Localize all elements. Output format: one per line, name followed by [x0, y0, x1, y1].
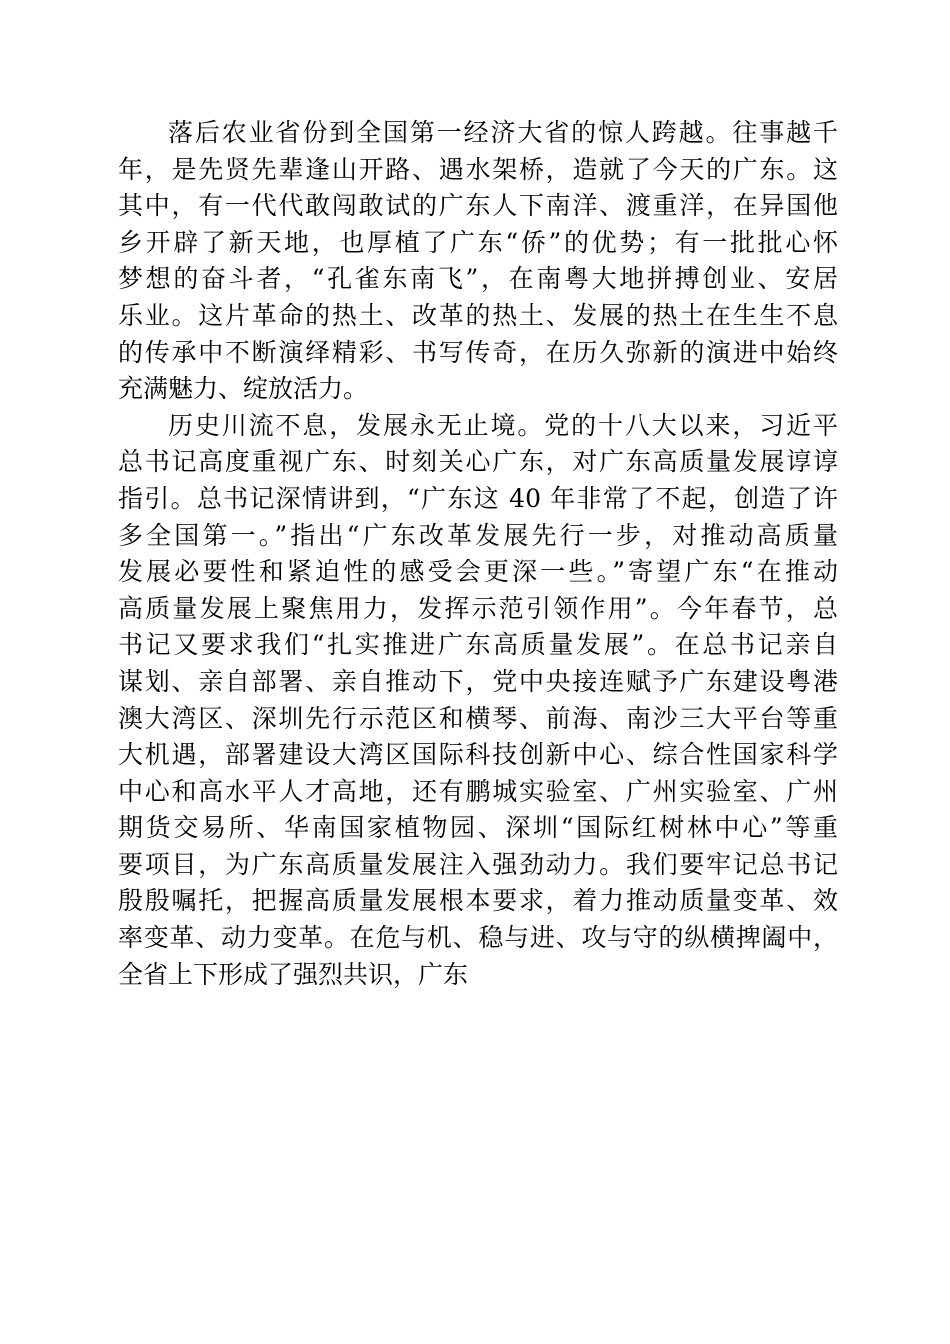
text-line: 澳大湾区、深圳先行示范区和横琴、前海、南沙三大平台等重 [118, 703, 838, 733]
text-line: 谋划、亲自部署、亲自推动下，党中央接连赋予广东建设粤港 [118, 666, 838, 696]
text-line: 的传承中不断演绎精彩、书写传奇，在历久弥新的演进中始终 [118, 337, 838, 367]
text-line: 中心和高水平人才高地，还有鹏城实验室、广州实验室、广州 [118, 776, 838, 806]
text-line: 多全国第一。”指出“广东改革发展先行一步，对推动高质量 [118, 520, 838, 550]
text-line: 乐业。这片革命的热土、改革的热土、发展的热土在生生不息 [118, 300, 838, 330]
text-line: 总书记高度重视广东、时刻关心广东，对广东高质量发展谆谆 [118, 447, 838, 477]
paragraph-1 [118, 115, 838, 408]
text-line: 充满魅力、绽放活力。 [118, 374, 369, 404]
text-line: 高质量发展上聚焦用力，发挥示范引领作用”。今年春节，总 [118, 593, 838, 623]
text-line: 历史川流不息，发展永无止境。党的十八大以来，习近平 [168, 410, 838, 440]
text-line: 发展必要性和紧迫性的感受会更深一些。”寄望广东“在推动 [118, 557, 838, 587]
text-line: 殷殷嘱托，把握高质量发展根本要求，着力推动质量变革、效 [118, 886, 838, 916]
text-line: 年，是先贤先辈逢山开路、遇水架桥，造就了今天的广东。这 [118, 154, 838, 184]
text-line: 落后农业省份到全国第一经济大省的惊人跨越。往事越千 [168, 118, 838, 147]
text-line: 梦想的奋斗者，“孔雀东南飞”，在南粤大地拼搏创业、安居 [118, 264, 838, 294]
text-line: 乡开辟了新天地，也厚植了广东“侨”的优势；有一批批心怀 [118, 227, 838, 257]
text-line: 书记又要求我们“扎实推进广东高质量发展”。在总书记亲自 [118, 630, 838, 660]
text-line: 期货交易所、华南国家植物园、深圳“国际红树林中心”等重 [118, 813, 838, 843]
text-line: 率变革、动力变革。在危与机、稳与进、攻与守的纵横捭阖中， [118, 923, 838, 953]
paragraph-2 [118, 408, 838, 994]
text-line: 其中，有一代代敢闯敢试的广东人下南洋、渡重洋，在异国他 [118, 191, 838, 221]
text-line: 指引。总书记深情讲到，“广东这 40 年非常了不起，创造了许 [118, 483, 838, 513]
text-line: 要项目，为广东高质量发展注入强劲动力。我们要牢记总书记 [118, 849, 838, 879]
text-line: 全省上下形成了强烈共识，广东 [118, 959, 469, 989]
text-line: 大机遇，部署建设大湾区国际科技创新中心、综合性国家科学 [118, 740, 838, 770]
document-body [118, 115, 838, 993]
